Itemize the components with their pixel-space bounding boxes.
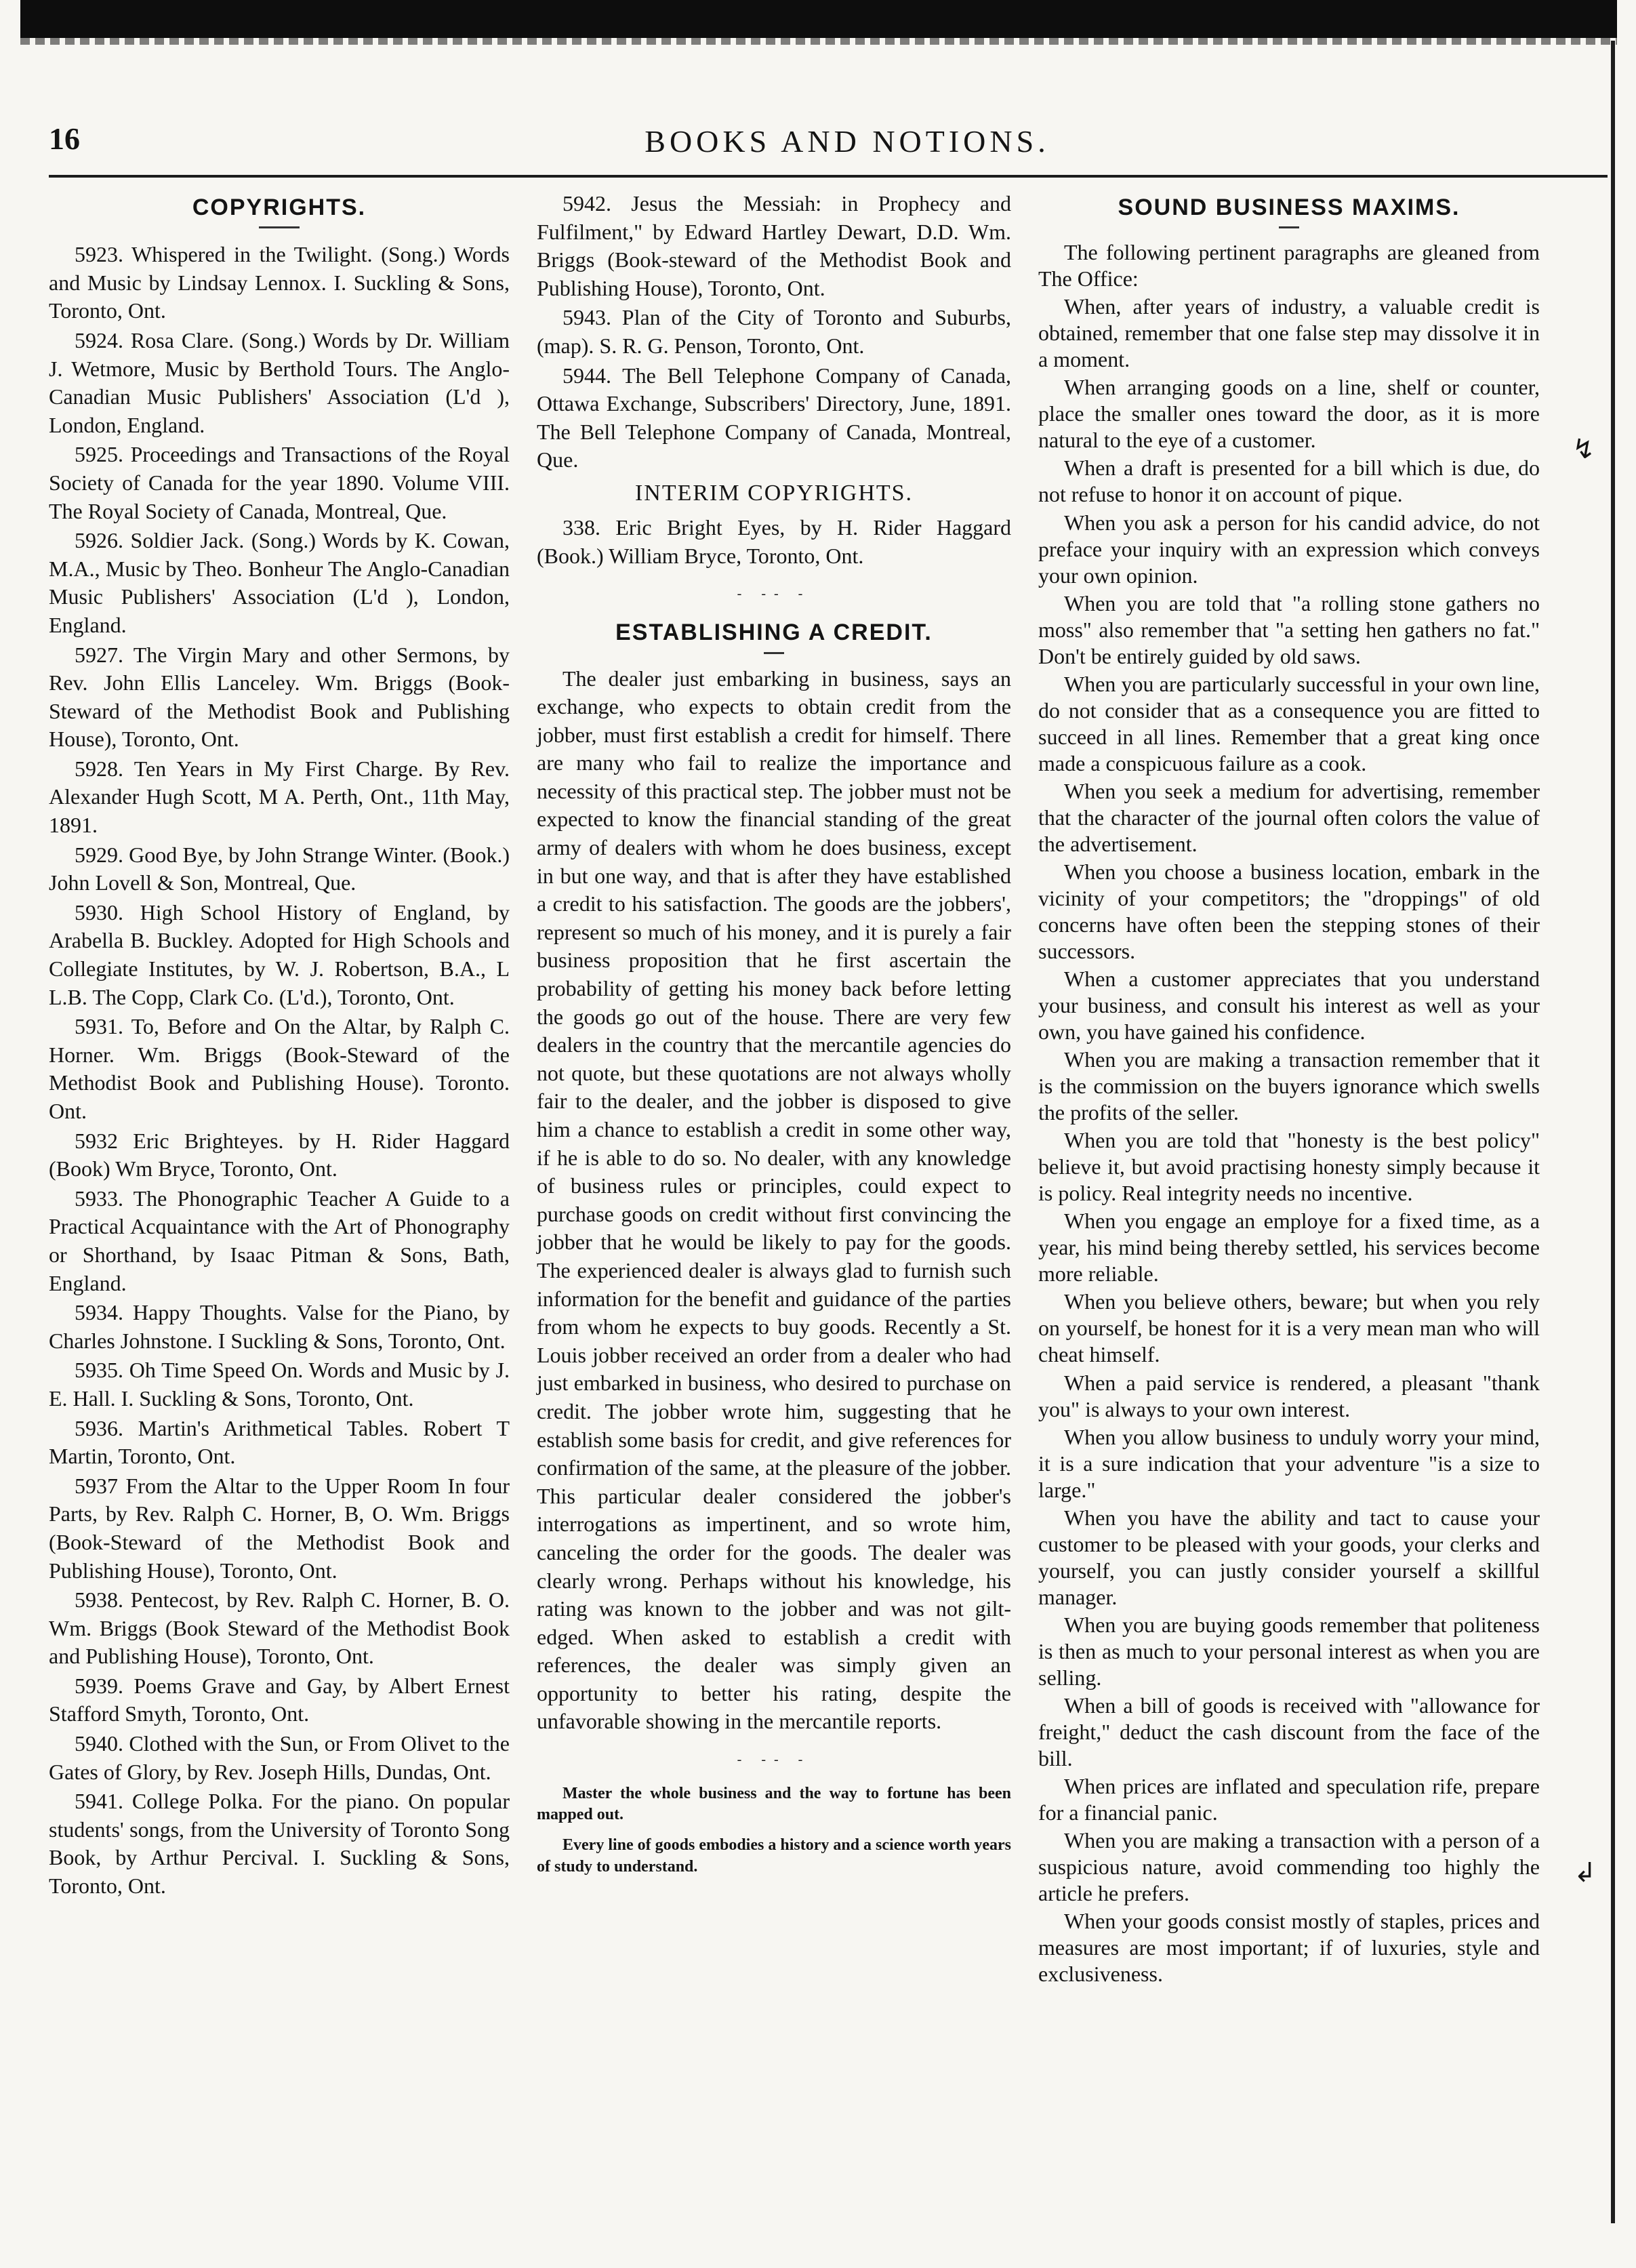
heading-establishing-credit: ESTABLISHING A CREDIT. <box>615 620 933 646</box>
right-border-rule <box>1611 41 1615 2223</box>
maxim-paragraph: When a paid service is rendered, a pleasant "thank you" is always to your own interest. <box>1038 1370 1540 1421</box>
copyright-entry: 5943. Plan of the City of Toronto and Suburbs, (map). S. R. G. Penson, Toronto, Ont. <box>537 305 1011 358</box>
maxim-paragraph: When you allow business to unduly worry your mind, it is a sure indication that your adventure "is a size to large." <box>1038 1424 1540 1502</box>
section-separator: - -- - <box>737 1752 811 1768</box>
heading-sound-business-maxims: SOUND BUSINESS MAXIMS. <box>1118 195 1460 220</box>
copyright-entry: 5939. Poems Grave and Gay, by Albert Ernest Stafford Smyth, Toronto, Ont. <box>49 1673 510 1726</box>
maxim-paragraph: When you choose a business location, embark in the vicinity of your competitors; the "droppings" of old concerns have often been the stepping stones of their successors. <box>1038 859 1540 963</box>
maxim-paragraph: When you ask a person for his candid advice, do not preface your inquiry with an expression which conveys your own opinion. <box>1038 510 1540 588</box>
header-rule <box>49 175 1608 178</box>
copyright-entry: 5931. To, Before and On the Altar, by Ralph C. Horner. Wm. Briggs (Book-Steward of the Methodist Book and Publishing House). Toronto. Ont. <box>49 1014 510 1123</box>
copyright-entry: 5936. Martin's Arithmetical Tables. Robert T Martin, Toronto, Ont. <box>49 1415 510 1469</box>
margin-mark-icon: ↯ <box>1572 434 1595 465</box>
maxim-paragraph: When your goods consist mostly of staples, prices and measures are most important; if of luxuries, style and exclusiveness. <box>1038 1909 1540 1987</box>
maxim-paragraph: When you are told that "a rolling stone gathers no moss" also remember that "a setting hen gathers no fat." Don't be entirely guided by old saws. <box>1038 590 1540 668</box>
column-maxims <box>1038 190 1540 1989</box>
copyright-entry: 5929. Good Bye, by John Strange Winter. (Book.) John Lovell & Son, Montreal, Que. <box>49 842 510 895</box>
column-copyrights <box>49 190 510 1902</box>
maxim-paragraph: When arranging goods on a line, shelf or counter, place the smaller ones toward the door, as it is more natural to the eye of a customer. <box>1038 375 1540 453</box>
maxim-paragraph: When you believe others, beware; but when you rely on yourself, be honest for it is a very mean man who will cheat himself. <box>1038 1289 1540 1367</box>
copyright-entry: 5934. Happy Thoughts. Valse for the Piano, by Charles Johnstone. I Suckling & Sons, Toronto, Ont. <box>49 1300 510 1353</box>
maxim-paragraph: When you are making a transaction remember that it is the commission on the buyers ignorance which swells the profits of the seller. <box>1038 1047 1540 1125</box>
maxim-paragraph: When, after years of industry, a valuable credit is obtained, remember that one false step may dissolve it in a moment. <box>1038 294 1540 372</box>
copyright-entry: 5927. The Virgin Mary and other Sermons, by Rev. John Ellis Lanceley. Wm. Briggs (Book-Steward of the Methodist Book and Publishing House), Toronto, Ont. <box>49 642 510 752</box>
maxim-paragraph: When you are particularly successful in your own line, do not consider that as a consequence you are fitted to succeed in all lines. Remember that a great king once made a conspicuous failure as a cook. <box>1038 671 1540 775</box>
maxim-paragraph: When you seek a medium for advertising, remember that the character of the journal often colors the value of the advertisement. <box>1038 778 1540 856</box>
maxim-paragraph: When you are making a transaction with a person of a suspicious nature, avoid commending too highly the article he prefers. <box>1038 1828 1540 1906</box>
maxim-paragraph: When prices are inflated and speculation rife, prepare for a financial panic. <box>1038 1773 1540 1825</box>
maxim-paragraph: When you engage an employe for a fixed time, as a year, his mind being thereby settled, his services become more reliable. <box>1038 1209 1540 1287</box>
copyright-entry: 5926. Soldier Jack. (Song.) Words by K. Cowan, M.A., Music by Theo. Bonheur The Anglo-Canadian Music Publishers' Association (L'd ), London, England. <box>49 528 510 637</box>
heading-copyrights: COPYRIGHTS. <box>192 195 367 220</box>
copyright-entry: 5937 From the Altar to the Upper Room In four Parts, by Rev. Ralph C. Horner, B, O. Wm. Briggs (Book-Steward of the Methodist Book and Publishing House), Toronto, Ont. <box>49 1473 510 1583</box>
maxim-paragraph: When you are told that "honesty is the best policy" believe it, but avoid practising honesty simply because it is policy. Real integrity needs no incentive. <box>1038 1128 1540 1206</box>
maxim-paragraph: When you are buying goods remember that politeness is then as much to your personal interest as when you are selling. <box>1038 1612 1540 1690</box>
top-scan-bar <box>20 0 1617 38</box>
margin-mark-icon: ↲ <box>1574 1857 1597 1888</box>
copyright-entry: 5935. Oh Time Speed On. Words and Music by J. E. Hall. I. Suckling & Sons, Toronto, Ont. <box>49 1358 510 1411</box>
heading-dash <box>764 652 784 654</box>
copyright-entry: 5932 Eric Brighteyes. by H. Rider Haggard (Book) Wm Bryce, Toronto, Ont. <box>49 1128 510 1181</box>
copyright-entry: 5925. Proceedings and Transactions of the Royal Society of Canada for the year 1890. Volume VIII. The Royal Society of Canada, Montreal, Que. <box>49 442 510 523</box>
column-middle <box>537 190 1011 1879</box>
copyright-entry: 5928. Ten Years in My First Charge. By Rev. Alexander Hugh Scott, M A. Perth, Ont., 11th May, 1891. <box>49 756 510 838</box>
interim-copyright-entry: 338. Eric Bright Eyes, by H. Rider Haggard (Book.) William Bryce, Toronto, Ont. <box>537 515 1011 568</box>
copyright-entry: 5940. Clothed with the Sun, or From Olivet to the Gates of Glory, by Rev. Joseph Hills, Dundas, Ont. <box>49 1731 510 1784</box>
section-separator: - -- - <box>737 586 811 602</box>
copyright-entry: 5944. The Bell Telephone Company of Canada, Ottawa Exchange, Subscribers' Directory, June, 1891. The Bell Telephone Company of Canada, Montreal, Que. <box>537 363 1011 472</box>
copyright-entry: 5924. Rosa Clare. (Song.) Words by Dr. William J. Wetmore, Music by Berthold Tours. The Anglo-Canadian Music Publishers' Association (L'd ), London, England. <box>49 327 510 437</box>
copyright-entry: 5941. College Polka. For the piano. On popular students' songs, from the University of Toronto Song Book, by Arthur Percival. I. Suckling & Sons, Toronto, Ont. <box>49 1789 510 1899</box>
copyright-entry: 5923. Whispered in the Twilight. (Song.) Words and Music by Lindsay Lennox. I. Suckling & Sons, Toronto, Ont. <box>49 242 510 323</box>
filler-note: Every line of goods embodies a history and a science worth years of study to understand. <box>537 1836 1011 1876</box>
masthead-title: BOOKS AND NOTIONS. <box>645 124 1050 159</box>
copyright-entry: 5933. The Phonographic Teacher A Guide to a Practical Acquaintance with the Art of Phonography or Shorthand, by Isaac Pitman & Sons, Bath, England. <box>49 1186 510 1295</box>
article-paragraph: The dealer just embarking in business, says an exchange, who expects to obtain credit from the jobber, must first establish a credit for himself. There are many who fail to realize the importance and necessity of this practical step. The jobber must not be expected to know the financial standing of the great army of dealers with whom he does business, except in but one way, and that is after they have established a credit to his satisfaction. The goods are the jobbers', represent so much of his money, and it is purely a fair business proposition that he first ascertain the probability of getting his money back before letting the goods go out of the house. There are very few dealers in the country that the mercantile agencies do not quote, but these quotations are not always wholly fair to the dealer, and the jobber is disposed to give him a chance to establish a credit in some other way, if he is able to do so. No dealer, with any knowledge of business rules or principles, could expect to purchase goods on credit without first convincing the jobber that he would be likely to pay for the goods. The experienced dealer is always glad to furnish such information for the benefit and guidance of the parties from whom he expects to buy goods. Recently a St. Louis jobber received an order from a dealer who had just embarked in business, who desired to purchase on credit. The jobber wrote him, suggesting that he establish some basis for credit, and give references for confirmation of the same, at the pleasure of the jobber. This particular dealer considered the jobber's interrogations as impertinent, and so wrote him, canceling the order for the goods. The dealer was clearly wrong. Perhaps without his knowledge, his rating was known to the jobber and was not gilt-edged. When asked to establish a credit with references, the dealer was simply given an opportunity to better his rating, despite the unfavorable showing in the mercantile reports. <box>537 666 1011 1734</box>
maxim-paragraph: When a bill of goods is received with "allowance for freight," deduct the cash discount from the face of the bill. <box>1038 1693 1540 1770</box>
maxim-paragraph: When you have the ability and tact to cause your customer to be pleased with your goods, your clerks and yourself, you can justly consider yourself a skillful manager. <box>1038 1505 1540 1609</box>
top-scan-bar-edge <box>20 38 1617 45</box>
maxim-intro: The following pertinent paragraphs are gleaned from The Office: <box>1038 240 1540 291</box>
heading-dash <box>1279 226 1299 228</box>
copyright-entry: 5930. High School History of England, by Arabella B. Buckley. Adopted for High Schools and Collegiate Institutes, by W. J. Robertson, B.A., L L.B. The Copp, Clark Co. (L'd.), Toronto, Ont. <box>49 899 510 1009</box>
heading-dash <box>259 226 300 228</box>
maxim-paragraph: When a draft is presented for a bill which is due, do not refuse to honor it on account of pique. <box>1038 455 1540 507</box>
maxim-paragraph: When a customer appreciates that you understand your business, and consult his interest as well as your own, you have gained his confidence. <box>1038 967 1540 1045</box>
page-number: 16 <box>49 121 80 156</box>
copyright-entry: 5942. Jesus the Messiah: in Prophecy and Fulfilment," by Edward Hartley Dewart, D.D. Wm. Briggs (Book-steward of the Methodist Book and Publishing House), Toronto, Ont. <box>537 191 1011 300</box>
heading-interim-copyrights: INTERIM COPYRIGHTS. <box>634 480 914 506</box>
copyright-entry: 5938. Pentecost, by Rev. Ralph C. Horner, B. O. Wm. Briggs (Book Steward of the Methodist Book and Publishing House), Toronto, Ont. <box>49 1587 510 1669</box>
filler-note: Master the whole business and the way to fortune has been mapped out. <box>537 1785 1011 1824</box>
